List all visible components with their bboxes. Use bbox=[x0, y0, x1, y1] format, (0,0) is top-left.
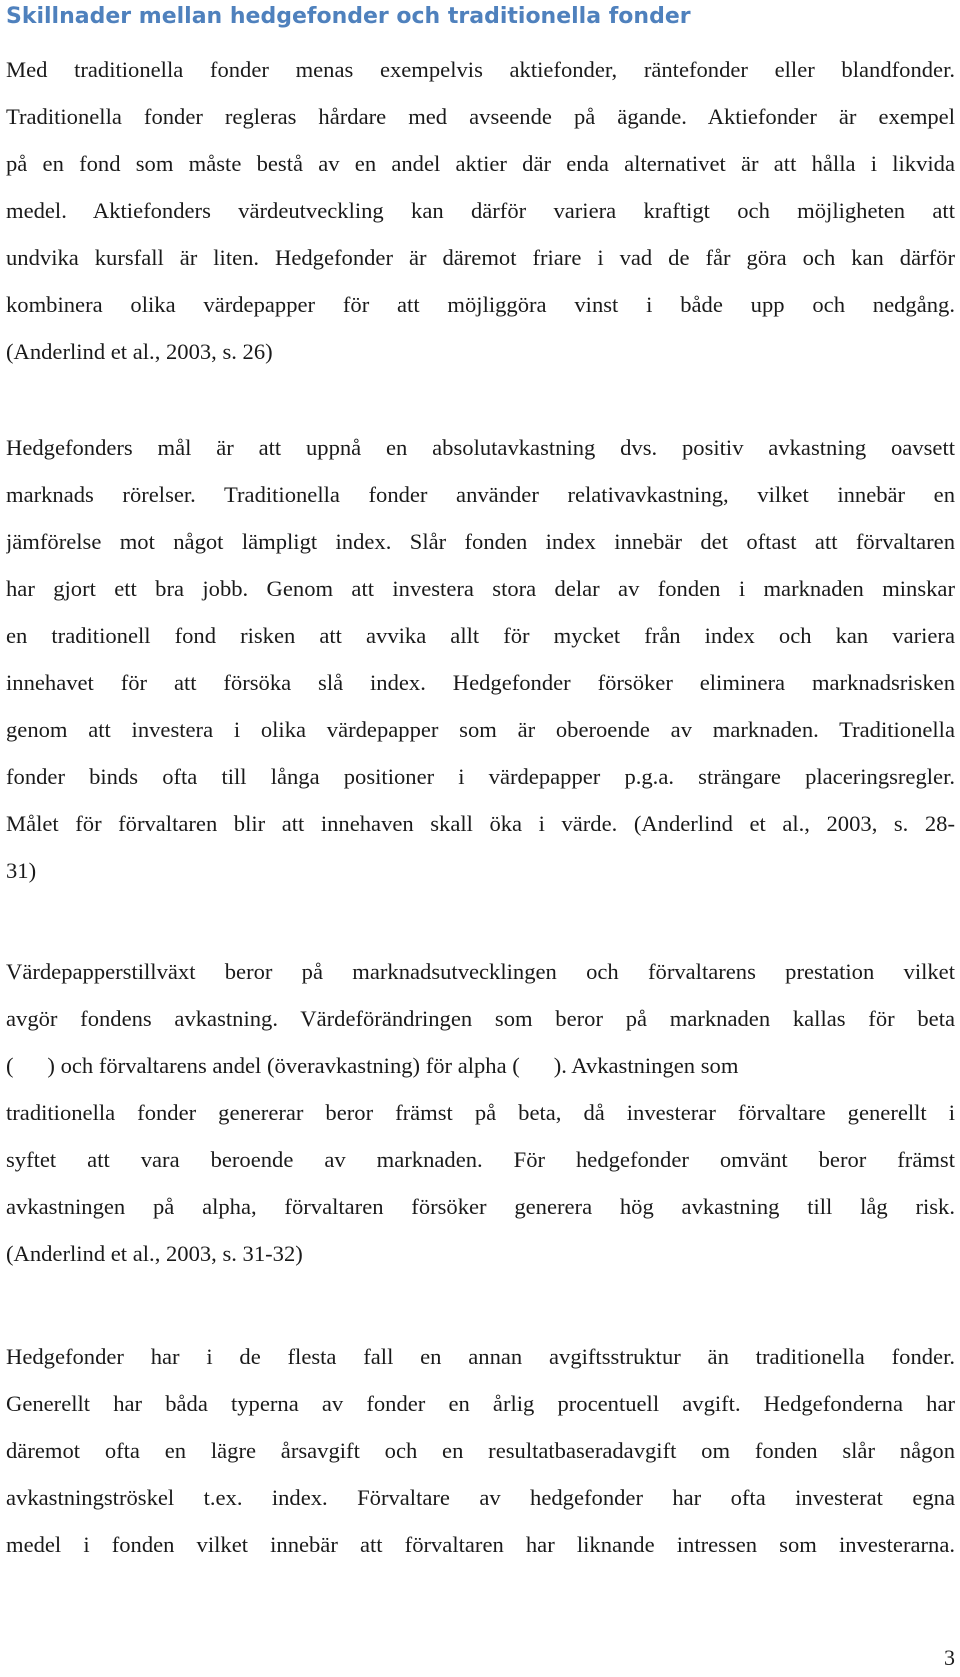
text-line: kombinera olika värdepapper för att möjliggöra vinst i både upp och nedgång. bbox=[6, 292, 955, 317]
text-line: medel. Aktiefonders värdeutveckling kan därför variera kraftigt och möjligheten att bbox=[6, 198, 955, 223]
text-line: Med traditionella fonder menas exempelvis aktiefonder, räntefonder eller blandfonder. bbox=[6, 57, 955, 82]
text-line: däremot ofta en lägre årsavgift och en resultatbaseradavgift om fonden slår någon bbox=[6, 1438, 955, 1463]
text-line: syftet att vara beroende av marknaden. För hedgefonder omvänt beror främst bbox=[6, 1147, 955, 1172]
paragraph-fee-structure bbox=[6, 1333, 955, 1568]
text-line: en traditionell fond risken att avvika allt för mycket från index och kan variera bbox=[6, 623, 955, 648]
text-line: ( ) och förvaltarens andel (överavkastning) för alpha ( ). Avkastningen som bbox=[6, 1053, 739, 1078]
text-line: Hedgefonders mål är att uppnå en absolutavkastning dvs. positiv avkastning oavsett bbox=[6, 435, 955, 460]
text-line: Generellt har båda typerna av fonder en årlig procentuell avgift. Hedgefonderna har bbox=[6, 1391, 955, 1416]
text-line: Traditionella fonder regleras hårdare med avseende på ägande. Aktiefonder är exempel bbox=[6, 104, 955, 129]
text-line: Värdepapperstillväxt beror på marknadsutvecklingen och förvaltarens prestation vilket bbox=[6, 959, 955, 984]
text-line: Hedgefonder har i de flesta fall en annan avgiftsstruktur än traditionella fonder. bbox=[6, 1344, 955, 1369]
paragraph-absolute-return bbox=[6, 424, 955, 894]
text-line: avgör fondens avkastning. Värdeförändringen som beror på marknaden kallas för beta bbox=[6, 1006, 955, 1031]
section-heading: Skillnader mellan hedgefonder och traditionella fonder bbox=[6, 4, 691, 29]
text-line: Målet för förvaltaren blir att innehaven skall öka i värde. (Anderlind et al., 2003, s. 28- bbox=[6, 811, 955, 836]
text-line: (Anderlind et al., 2003, s. 31-32) bbox=[6, 1241, 303, 1266]
paragraph-traditional-funds bbox=[6, 46, 955, 375]
text-line: traditionella fonder genererar beror främst på beta, då investerar förvaltare generellt i bbox=[6, 1100, 955, 1125]
text-line: innehavet för att försöka slå index. Hedgefonder försöker eliminera marknadsrisken bbox=[6, 670, 955, 695]
text-line: marknads rörelser. Traditionella fonder använder relativavkastning, vilket innebär en bbox=[6, 482, 955, 507]
text-line: avkastningströskel t.ex. index. Förvaltare av hedgefonder har ofta investerat egna bbox=[6, 1485, 955, 1510]
text-line: (Anderlind et al., 2003, s. 26) bbox=[6, 339, 273, 364]
text-line: på en fond som måste bestå av en andel aktier där enda alternativet är att hålla i likvida bbox=[6, 151, 955, 176]
text-line: jämförelse mot något lämpligt index. Slår fonden index innebär det oftast att förvaltaren bbox=[6, 529, 955, 554]
page-number: 3 bbox=[944, 1645, 955, 1670]
text-line: medel i fonden vilket innebär att förvaltaren har liknande intressen som investerarna. bbox=[6, 1532, 955, 1557]
text-line: 31) bbox=[6, 858, 37, 883]
text-line: genom att investera i olika värdepapper som är oberoende av marknaden. Traditionella bbox=[6, 717, 955, 742]
paragraph-alpha-beta bbox=[6, 948, 955, 1277]
text-line: har gjort ett bra jobb. Genom att investera stora delar av fonden i marknaden minskar bbox=[6, 576, 955, 601]
text-line: avkastningen på alpha, förvaltaren försöker generera hög avkastning till låg risk. bbox=[6, 1194, 955, 1219]
text-line: undvika kursfall är liten. Hedgefonder är däremot friare i vad de får göra och kan därför bbox=[6, 245, 955, 270]
text-line: fonder binds ofta till långa positioner i värdepapper p.g.a. strängare placeringsregler. bbox=[6, 764, 955, 789]
